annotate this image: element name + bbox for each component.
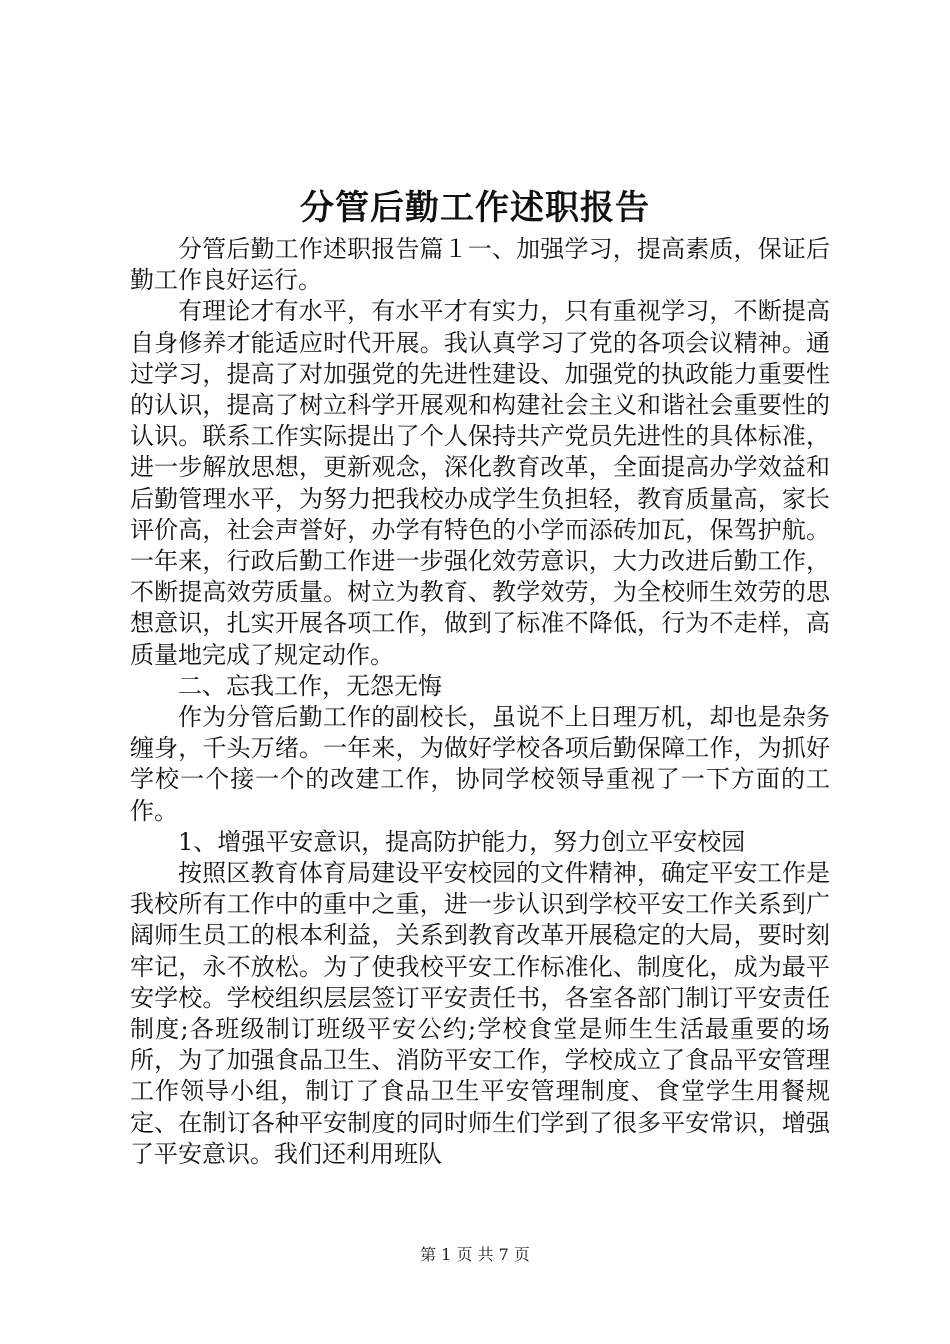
document-body bbox=[130, 234, 830, 1170]
paragraph-heading-safety: 1、增强平安意识，提高防护能力，努力创立平安校园 bbox=[178, 827, 746, 856]
paragraph-study: 有理论才有水平，有水平才有实力，只有重视学习，不断提高自身修养才能适应时代开展。我认真学习了党的各项会议精神。通过学习，提高了对加强党的先进性建设、加强党的执政能力重要性的认识，提高了树立科学开展观和构建社会主义和谐社会重要性的认识。联系工作实际提出了个人保持共产党员先进性的具体标准，进一步解放思想，更新观念，深化教育改革，全面提高办学效益和后勤管理水平，为努力把我校办成学生负担轻，教育质量高，家长评价高，社会声誉好，办学有特色的小学而添砖加瓦，保驾护航。一年来，行政后勤工作进一步强化效劳意识，大力改进后勤工作，不断提高效劳质量。树立为教育、教学效劳，为全校师生效劳的思想意识，扎实开展各项工作，做到了标准不降低，行为不走样，高质量地完成了规定动作。 bbox=[130, 297, 830, 669]
paragraph-safety: 按照区教育体育局建设平安校园的文件精神，确定平安工作是我校所有工作中的重中之重，进一步认识到学校平安工作关系到广阔师生员工的根本利益，关系到教育改革开展稳定的大局，要时刻牢记，永不放松。为了使我校平安工作标准化、制度化，成为最平安学校。学校组织层层签订平安责任书，各室各部门制订平安责任制度;各班级制订班级平安公约;学校食堂是师生生活最重要的场所，为了加强食品卫生、消防平安工作，学校成立了食品平安管理工作领导小组，制订了食品卫生平安管理制度、食堂学生用餐规定、在制订各种平安制度的同时师生们学到了很多平安常识，增强了平安意识。我们还利用班队 bbox=[130, 859, 830, 1168]
paragraph-intro: 分管后勤工作述职报告篇１一、加强学习，提高素质，保证后勤工作良好运行。 bbox=[130, 235, 830, 295]
page-number: 第 1 页 共 7 页 bbox=[420, 1245, 530, 1264]
document-title: 分管后勤工作述职报告 bbox=[300, 188, 650, 228]
paragraph-work: 作为分管后勤工作的副校长，虽说不上日理万机，却也是杂务缠身，千头万绪。一年来，为做好学校各项后勤保障工作，为抓好学校一个接一个的改建工作，协同学校领导重视了一下方面的工作。 bbox=[130, 703, 830, 825]
paragraph-heading-two: 二、忘我工作，无怨无悔 bbox=[178, 671, 442, 700]
